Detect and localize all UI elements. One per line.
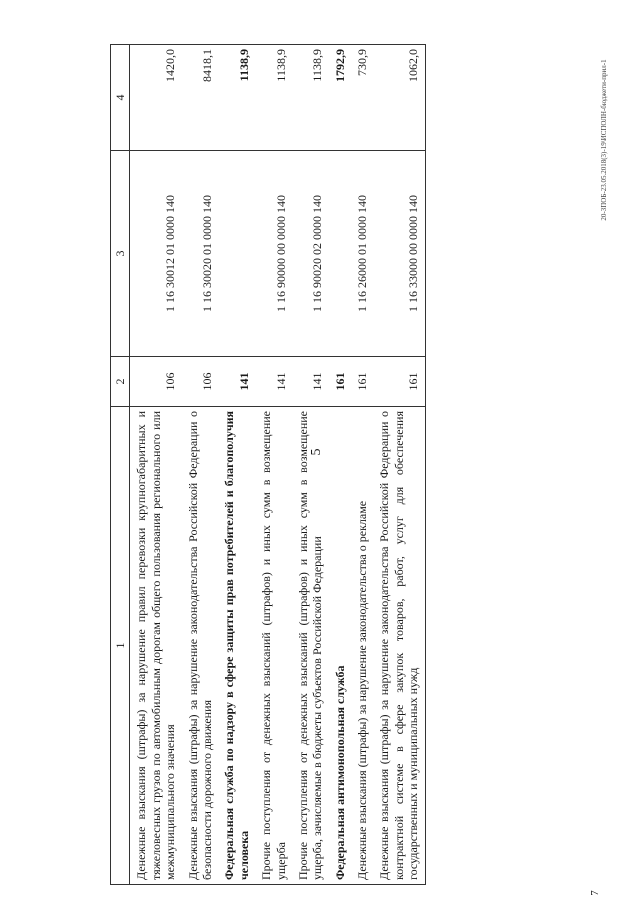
row-budget-code: 1 16 90000 00 0000 140 [255, 151, 292, 357]
row-name: Денежные взыскания (штрафы) за нарушение законодательства Российской Федерации о безопасности дорожного движения [182, 407, 219, 885]
row-name: Прочие поступления от денежных взысканий (штрафов) и иных сумм в возмещение ущерба, зачисляемые в бюджеты субъектов Российской Федерации [292, 407, 329, 885]
row-name: Прочие поступления от денежных взысканий (штрафов) и иных сумм в возмещение ущерба [255, 407, 292, 885]
row-sum: 1062,0 [373, 45, 425, 151]
row-sum: 1138,9 [255, 45, 292, 151]
header-col-2: 2 [111, 357, 130, 407]
header-col-1: 1 [111, 407, 130, 885]
row-budget-code: 1 16 30012 01 0000 140 [130, 151, 182, 357]
row-admin-code: 161 [373, 357, 425, 407]
row-budget-code [329, 151, 351, 357]
table-row-section [329, 45, 351, 885]
row-budget-code: 1 16 90020 02 0000 140 [292, 151, 329, 357]
row-budget-code: 1 16 26000 01 0000 140 [351, 151, 373, 357]
row-sum: 1138,9 [292, 45, 329, 151]
table-header-row [111, 45, 130, 885]
row-name: Денежные взыскания (штрафы) за нарушение законодательства Российской Федерации о контрактной системе в сфере закупок товаров, работ, услуг для обеспечения государственных и муниципальных нужд [373, 407, 425, 885]
header-col-3: 3 [111, 151, 130, 357]
table-row [351, 45, 373, 885]
table-row-section [218, 45, 255, 885]
table-row [182, 45, 219, 885]
table-row [373, 45, 425, 885]
row-admin-code: 161 [329, 357, 351, 407]
row-admin-code: 141 [292, 357, 329, 407]
document-id-note: 20-ЗПОБ-23.05.2018(3)-19\ИСПОЛН-бюджети-прил-1 [600, 59, 608, 221]
table-row [255, 45, 292, 885]
row-name: Денежные взыскания (штрафы) за нарушение правил перевозки крупногабаритных и тяжеловесных грузов по автомобильным дорогам общего пользования регионального или межмуниципального значения [130, 407, 182, 885]
revenue-table [110, 44, 426, 885]
row-sum: 8418,1 [182, 45, 219, 151]
page-number: 5 [309, 448, 324, 456]
table-row [292, 45, 329, 885]
row-budget-code [218, 151, 255, 357]
row-name: Федеральная антимонопольная служба [329, 407, 351, 885]
row-budget-code: 1 16 30020 01 0000 140 [182, 151, 219, 357]
header-col-4: 4 [111, 45, 130, 151]
row-admin-code: 106 [182, 357, 219, 407]
row-budget-code: 1 16 33000 00 0000 140 [373, 151, 425, 357]
row-admin-code: 141 [255, 357, 292, 407]
footer-page-number: 7 [589, 890, 601, 896]
row-admin-code: 161 [351, 357, 373, 407]
row-admin-code: 141 [218, 357, 255, 407]
row-admin-code: 106 [130, 357, 182, 407]
table-row [130, 45, 182, 885]
rotated-table-frame [110, 45, 580, 885]
row-name: Федеральная служба по надзору в сфере защиты прав потребителей и благополучия человека [218, 407, 255, 885]
row-sum: 1420,0 [130, 45, 182, 151]
row-sum: 1792,9 [329, 45, 351, 151]
row-name: Денежные взыскания (штрафы) за нарушение законодательства о рекламе [351, 407, 373, 885]
row-sum: 730,9 [351, 45, 373, 151]
table-area [110, 45, 580, 885]
row-sum: 1138,9 [218, 45, 255, 151]
